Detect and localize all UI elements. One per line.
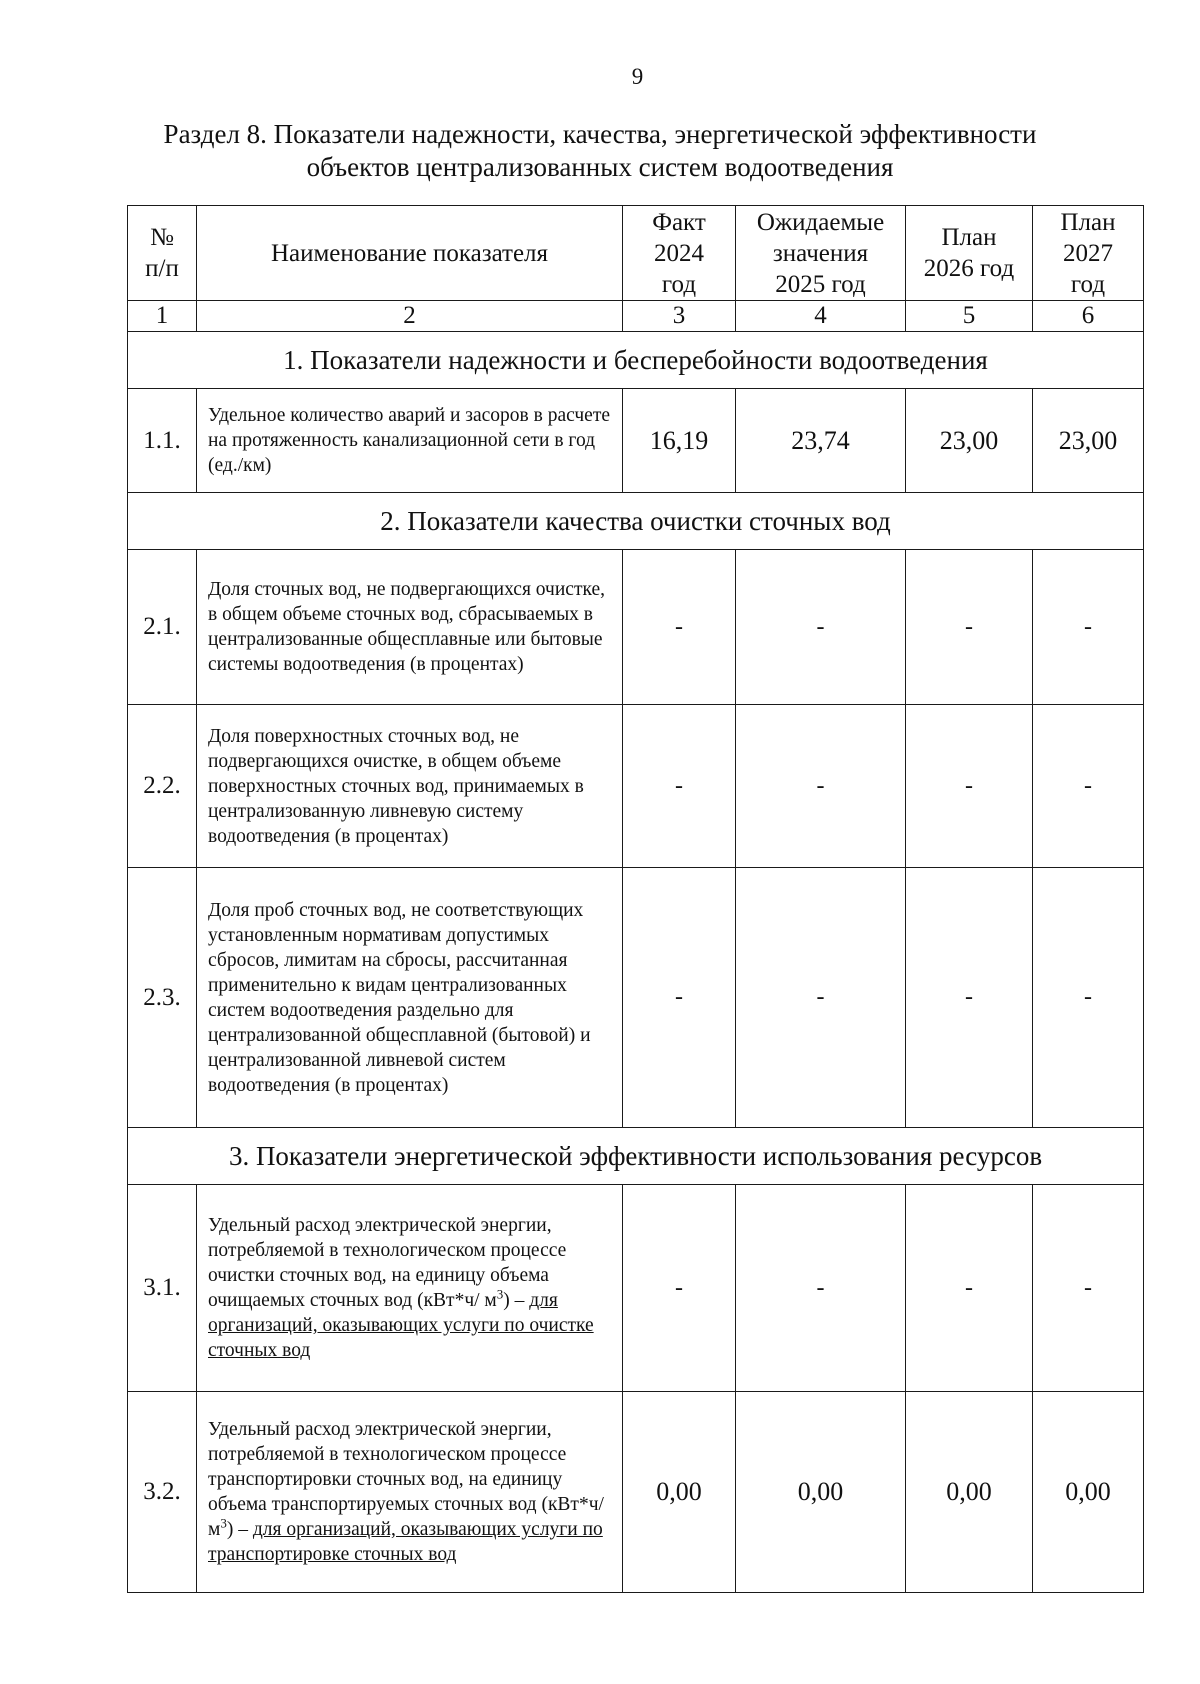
value-fact-2024: -	[623, 550, 736, 705]
row-description	[197, 1185, 623, 1392]
table-row	[128, 550, 1144, 705]
table-row	[128, 868, 1144, 1128]
row-description-text: ) –	[503, 1290, 530, 1311]
header-indicator-name: Наименование показателя	[197, 206, 623, 301]
value-plan-2026: -	[906, 705, 1033, 868]
value-expected-2025: -	[736, 1185, 906, 1392]
value-fact-2024: -	[623, 1185, 736, 1392]
value-plan-2027: -	[1033, 550, 1144, 705]
value-plan-2027: 0,00	[1033, 1392, 1144, 1593]
page-title-line-2: объектов централизованных систем водоотведения	[306, 152, 894, 182]
table-row	[128, 389, 1144, 493]
column-number: 3	[623, 301, 736, 332]
value-plan-2027: -	[1033, 1185, 1144, 1392]
row-description	[197, 1392, 623, 1593]
header-fact-2024: Факт 2024 год	[623, 206, 736, 301]
table-header-row	[128, 206, 1144, 301]
section-heading-1: 1. Показатели надежности и бесперебойности водоотведения	[128, 332, 1144, 389]
value-plan-2027: -	[1033, 868, 1144, 1128]
superscript: 3	[220, 1515, 227, 1531]
section-heading-row	[128, 493, 1144, 550]
column-number: 4	[736, 301, 906, 332]
value-fact-2024: -	[623, 868, 736, 1128]
row-number: 1.1.	[128, 389, 197, 493]
value-plan-2026: 0,00	[906, 1392, 1033, 1593]
page-number: 9	[631, 64, 644, 89]
section-heading-3: 3. Показатели энергетической эффективности использования ресурсов	[128, 1128, 1144, 1185]
value-fact-2024: 0,00	[623, 1392, 736, 1593]
superscript: 3	[496, 1286, 504, 1302]
header-number: № п/п	[128, 206, 197, 301]
section-heading-2: 2. Показатели качества очистки сточных вод	[128, 493, 1144, 550]
row-number: 3.1.	[128, 1185, 197, 1392]
value-plan-2026: 23,00	[906, 389, 1033, 493]
row-number: 2.3.	[128, 868, 197, 1128]
section-heading-row	[128, 332, 1144, 389]
table-row	[128, 1392, 1144, 1593]
value-expected-2025: -	[736, 868, 906, 1128]
column-number: 5	[906, 301, 1033, 332]
header-expected-2025: Ожидаемые значения 2025 год	[736, 206, 906, 301]
row-description-text: ) –	[226, 1519, 253, 1540]
page-title	[100, 118, 1100, 184]
table-row	[128, 1185, 1144, 1392]
value-expected-2025: 0,00	[736, 1392, 906, 1593]
table-row	[128, 705, 1144, 868]
header-plan-2027: План 2027 год	[1033, 206, 1144, 301]
section-heading-row	[128, 1128, 1144, 1185]
row-description: Удельное количество аварий и засоров в расчете на протяженность канализационной сети в год (ед./км)	[197, 389, 623, 493]
header-plan-2026: План 2026 год	[906, 206, 1033, 301]
value-plan-2026: -	[906, 1185, 1033, 1392]
value-fact-2024: 16,19	[623, 389, 736, 493]
value-expected-2025: 23,74	[736, 389, 906, 493]
row-description-text: Удельный расход электрической энергии, потребляемой в технологическом процессе транспортировки сточных вод, на единицу объема транспортируемых сточных вод (кВт*ч/ м	[208, 1419, 604, 1540]
value-fact-2024: -	[623, 705, 736, 868]
value-plan-2026: -	[906, 868, 1033, 1128]
row-description-underlined: для организаций, оказывающих услуги по очистке сточных вод	[208, 1290, 594, 1361]
value-plan-2027: -	[1033, 705, 1144, 868]
row-description: Доля сточных вод, не подвергающихся очистке, в общем объеме сточных вод, сбрасываемых в централизованные общесплавные или бытовые системы водоотведения (в процентах)	[197, 550, 623, 705]
row-description-underlined: для организаций, оказывающих услуги по транспортировке сточных вод	[208, 1519, 603, 1565]
page-title-line-1: Раздел 8. Показатели надежности, качества, энергетической эффективности	[163, 119, 1037, 149]
value-plan-2026: -	[906, 550, 1033, 705]
column-number: 6	[1033, 301, 1144, 332]
column-number: 2	[197, 301, 623, 332]
row-number: 2.2.	[128, 705, 197, 868]
value-expected-2025: -	[736, 550, 906, 705]
row-description: Доля проб сточных вод, не соответствующих установленным нормативам допустимых сбросов, лимитам на сбросы, рассчитанная применительно к видам централизованных систем водоотведения раздельно для централизованной общесплавной (бытовой) и централизованной ливневой систем водоотведения (в процентах)	[197, 868, 623, 1128]
row-description-text: Удельный расход электрической энергии, потребляемой в технологическом процессе очистки сточных вод, на единицу объема очищаемых сточных вод (кВт*ч/ м	[208, 1215, 567, 1311]
value-plan-2027: 23,00	[1033, 389, 1144, 493]
row-description: Доля поверхностных сточных вод, не подвергающихся очистке, в общем объеме поверхностных сточных вод, принимаемых в централизованную ливневую систему водоотведения (в процентах)	[197, 705, 623, 868]
indicators-table	[127, 205, 1144, 1593]
value-expected-2025: -	[736, 705, 906, 868]
row-number: 3.2.	[128, 1392, 197, 1593]
column-number: 1	[128, 301, 197, 332]
column-number-row	[128, 301, 1144, 332]
row-number: 2.1.	[128, 550, 197, 705]
